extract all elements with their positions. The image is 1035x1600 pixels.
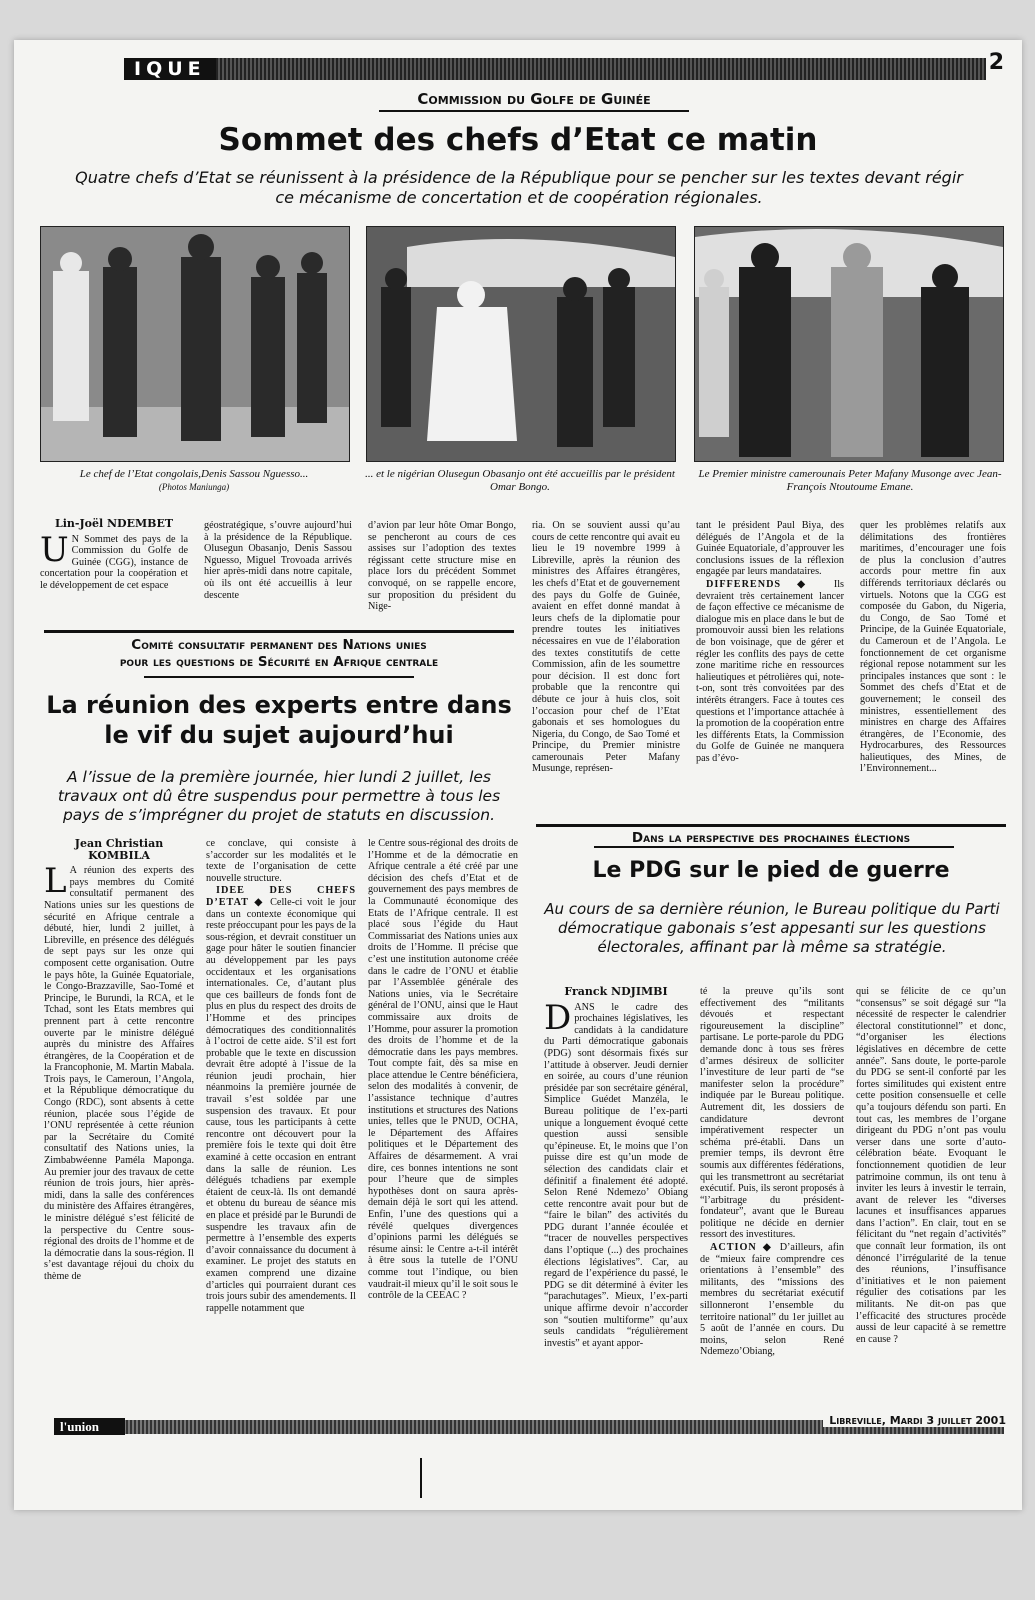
story2-col-2 [206,838,356,1408]
story1-headline: Sommet des chefs d’Etat ce matin [218,122,818,158]
caption-1 [34,468,354,494]
story3-byline: Franck NDJIMBI [564,986,668,998]
story3-deck: Au cours de sa dernière réunion, le Bureau politique du Parti démocratique gabonais s’est appesanti sur les questions électorales, affinant par là même sa stratégie. [544,900,1000,956]
story3-text-2: té la preuve qu’ils sont effectivement des “militants dévoués et respectant rigoureusement la discipline” partisane. Le porte-parole du PDG demande donc à tous ses frères d’armes désireux de solliciter l’investiture de leur parti de “se manifester selon la procédure” indiquée par le Bureau politique. Autrement dit, les dossiers de candidature devront impérativement respecter un schéma pré-établi. Dans un premier temps, ils devront être soumis aux différentes fédérations, qui les transmettront au secrétariat exécutif. Puis, ils seront proposés à “l’arbitrage du président-fondateur”, avant que le Bureau politique ne décide en dernier ressort des investitures. [700,986,844,1241]
page-number: 2 [988,50,1004,75]
dropcap-3: D [544,997,572,1038]
story1-col-1 [40,518,188,618]
dropcap-2: L [44,861,67,902]
story2-byline: Jean Christian KOMBILA [74,838,164,862]
fold-mark [420,1458,422,1498]
section-label: IQUE [124,58,216,80]
section-bar [124,58,986,80]
story2-kicker-1: Comité consultatif permanent des Nations unies [131,637,427,653]
newspaper-page [14,40,1022,1510]
story3-rule [594,846,954,848]
photo-obasanjo [366,226,676,462]
story3-col-2 [700,986,844,1408]
story1-text-5: tant le président Paul Biya, des délégués de l’Angola et de la Guinée Equatoriale, d’approuver les conclusions issues de la réflexion engagée par leurs mandataires. [696,520,844,578]
story2-kicker-box [44,630,514,671]
story2-rule [144,676,414,678]
story2-text-1: A réunion des experts des pays membres du Comité consultatif permanent des Nations unies sur les questions de sécurité en Afrique centrale a débuté, hier, lundi 2 juillet, à Libreville, en présence des délégués de sept pays sur les onze qui composent cette organisation. Outre le pays hôte, la Guinée Equatoriale, le Congo-Brazzaville, Sao-Tomé et Principe, le Burundi, la RCA, et le Tchad, sont les Etats membres qui prennent part à cette rencontre ouverte par le ministre délégué auprès du ministre des Affaires étrangères, de la Coopération et de la Francophonie, M. Martin Mabala. Trois pays, le Cameroun, l’Angola, et la République démocratique du Congo (RDC), sont absents à cette réunion, placée sous l’égide de l’ONU représentée à cette réunion par la Secrétaire du Comité consultatif des Nations unies, la Zimbabwéenne Paméla Maponga. Au premier jour des travaux de cette réunion de trois jours, hier après-midi, dans la salle des conférences du ministère des Affaires étrangères, le ministre délégué s’est félicité de la perspective du Centre sous-régional des droits de l’homme et de la démocratie dans la sous-région. Il s’est davantage réjoui du choix du thème de [44,865,194,1282]
photo-sassou-nguesso [40,226,350,462]
caption-2: ... et le nigérian Olusegun Obasanjo ont été accueillis par le président Omar Bongo. [365,468,675,493]
photo-mafany-musonge [694,226,1004,462]
dropcap: U [40,529,69,570]
story3-col-1 [544,986,688,1408]
story3-headline: Le PDG sur le pied de guerre [592,858,950,883]
footer-dateline: Libreville, Mardi 3 juillet 2001 [823,1414,1006,1427]
story1-byline: Lin-Joël NDEMBET [54,518,174,530]
subhead-idee: IDEE DES CHEFS D’ETAT ◆ [206,885,356,908]
story3-text-1: ANS le cadre des prochaines législatives, les candidats à la candidature du Parti démocratique gabonais (PDG) sont désormais fixés sur l’attitude à observer. Jeudi dernier en soirée, au cours d’une réunion présidée par son secrétaire général, Simplice Guédet Manzéla, le Bureau politique de l’ex-parti unique a longuement évoqué cette question aussi sensible qu’épineuse. Et, le moins que l’on puisse dire est qu’un mode de sélection des candidats clair et définitif a finalement été adopté. Selon René Ndemezo’ Obiang cette rencontre avait pour but de “faire le bilan” des activités du PDG durant l’année écoulée et “tracer de nouvelles perspectives dans l’optique (...) des prochaines élections législatives”. Car, au regard de l’expérience du passé, le PDG se dit déterminé à éviter les “parachutages”. Mieux, l’ex-parti unique affirme devoir n’accorder son “soutien multiforme” qu’aux seuls candidats “régulièrement investis” et ayant appor- [544,1001,688,1349]
story1-deck: Quatre chefs d’Etat se réunissent à la présidence de la République pour se pencher sur les textes devant régir ce mécanisme de concertation et de coopération régionales. [75,168,963,207]
story3-text-4: qui se félicite de ce qu’un “consensus” se soit dégagé sur “la nécessité de respecter le calendrier électoral constitutionnel” et donc, “d’organiser les élections législatives en décembre de cette année”. Sans doute, le porte-parole du PDG se sent-il conforté par les fortes similitudes qui existent entre cette position consensuelle et celle qu’a toujours défendu son parti. En tout cas, les membres de l’organe dirigeant du PDG n’ont pas voulu verser dans une sorte d’auto-célébration béate. Evoquant le fonctionnement quotidien de leur patrimoine commun, ils ont tenu à inviter les leurs à investir le terrain, avant de relever les “diverses lacunes et insuffisances apparues dans l’action”. En clair, tout en se félicitant du “net regain d’activités” que connaît leur formation, ils ont dénoncé l’irrégularité de la tenue des réunions, l’insuffisance d’initiatives et le non paiement régulier des cotisations par les militants. Ne dit-on pas que l’efficacité des structures procède aussi de leur capacité à se remettre en cause ? [856,986,1006,1345]
story1-text-1: N Sommet des pays de la Commission du Golfe de Guinée (CGG), instance de concertation pour la coopération et le développement de cet espace [40,533,188,591]
story2-kicker-2: pour les questions de Sécurité en Afrique centrale [119,654,439,670]
story1-col-4 [532,520,680,810]
subhead-action: ACTION ◆ [710,1242,775,1254]
story1-col-2 [204,520,352,624]
story1-col-6 [860,520,1006,810]
story1-text-4: ria. On se souvient aussi qu’au cours de cette rencontre qui avait eu lieu le 19 novembre 1999 à Libreville, après la réunion des ministres des Affaires étrangères, les chefs d’Etat et de gouvernement des pays du Golfe de Guinée, avaient en effet donné mandat à leurs chefs de la diplomatie pour prendre toutes les initiatives nécessaires en vue de l’élaboration des textes constitutifs de cette Commission, afin de les soumettre pour décision. Il est donc fort probable que la rencontre qui débute ce jour à huis clos, soit l’occasion pour chef de l’Etat gabonais et ses homologues du Nigeria, du Congo, de Sao Tomé et Principe, du Premier ministre camerounais Peter Mafany Musunge, représen- [532,520,680,775]
footer-brand: l'union [54,1418,125,1435]
photo-credit: (Photos Maniunga) [158,482,230,492]
story2-col-3 [368,838,518,1408]
story2-text-4: le Centre sous-régional des droits de l’Homme et de la démocratie en Afrique centrale a été créé par une décision des chefs d’Etat et de gouvernement des pays membres de la Communauté économique des Etats de l’Afrique centrale. Il est placé sous l’égide du Haut Commissariat des Nations unies aux droits de l’Homme. Il précise que c’est une institution autonome créée dans le cadre de l’ONU et établie par l’Assemblée générale des Nations unies, via le Secrétaire général de l’ONU, ainsi que le Haut commissaire aux droits de l’Homme, pour assurer la promotion des droits de l’homme et de la démocratie dans les pays membres. Tout compte fait, dès sa mise en place attendue le Centre bénéficiera, selon des modalités à convenir, de l’assistance technique d’autres institutions et structures des Nations unies, telles que le PNUD, OCHA, le Département des Affaires politiques et le Département des Affaires de désarmement. A vrai dire, ces bonnes intentions ne sont pour l’heure que de simples hypothèses dont on saura après-demain déjà le sort qui les attend. Enfin, l’une des questions qui a révélé quelques divergences d’opinions parmi les délégués se résume ainsi: le Centre a-t-il intérêt à être sous la tutelle de l’ONU comme tout l’indique, ou bien vaudrait-il mieux qu’il le soit sous le contrôle de la CEEAC ? [368,838,518,1302]
story1-col-3 [368,520,516,624]
story2-headline: La réunion des experts entre dans le vif du sujet aujourd’hui [46,691,512,749]
caption-3: Le Premier ministre camerounais Peter Mafany Musonge avec Jean-François Ntoutoume Emane. [698,468,1002,493]
story3-text-3: D’ailleurs, afin de “mieux faire comprendre ces orientations à l’ensemble” des militants, des “missions des membres du secrétariat exécutif sillonneront l’ensemble du territoire national” du 1er juillet au 5 août de l’année en cours. Du moins, selon René Ndemezo’Obiang, [700,1242,844,1358]
story2-deck: A l’issue de la première journée, hier lundi 2 juillet, les travaux ont dû être suspendus pour permettre à tous les pays de s’imprégner du projet de statuts en discussion. [57,768,501,824]
story1-col-5 [696,520,844,810]
story3-kicker-box [536,824,1006,846]
story1-kicker: Commission du Golfe de Guinée [379,90,689,112]
story2-text-3: Celle-ci voit le jour dans un contexte économique qui reste préoccupant pour les pays de la sous-région, et devrait constituer un gage pour hâter le soutien financier au développement par les pays occidentaux et les organisations internationales. Ce, d’autant plus que ces bailleurs de fonds font de plus en plus du respect des droits de l’Homme et des principes démocratiques des conditionnalités à l’octroi de cette aide. S’il est fort probable que le texte en discussion devrait être adopté à l’issue de la réunion jeudi prochain, hier néanmoins la première journée de travail s’est soldée par une suspension des travaux. Et pour cause, tous les participants à cette rencontre ont découvert pour la première fois le texte qui doit être examiné à cette occasion en entrant dans la salle de réunion. Les délégués tchadiens par exemple étaient de ceux-là. Ils ont demandé et obtenu du bureau de séance mis en place et présidé par le Burundi de suspendre les travaux afin de permettre à l’ensemble des experts d’avoir connaissance du document à examiner. Le projet des statuts en examen comprend une dizaine d’articles qui pourraient durant ces trois jours subir des amendements. Il rappelle notamment que [206,896,356,1314]
story1-text-7: quer les problèmes relatifs aux délimitations des frontières maritimes, d’encourager une fois de plus la conclusion d’autres accords pour mettre fin aux différends territoriaux déclarés ou virtuels. Notons que la CGG est composée du Gabon, du Nigeria, du Congo, de Sao Tomé et Principe, de la Guinée Equatoriale, du Cameroun et de l’Angola. Le fonctionnement de cet organisme régional repose notamment sur les principales instances que sont : le Sommet des chefs d’Etat et de gouvernement; le conseil des ministres, essentiellement des ministres en charge des Affaires étrangères, de l’Economie, des Hydrocarbures, des Ressources halieutiques, des Mines, de l’Environnement... [860,520,1006,775]
story3-kicker: Dans la perspective des prochaines élections [631,830,911,846]
story1-text-6: Ils devraient très certainement lancer de façon effective ce mécanisme de dialogue mis en place dans le but de promouvoir aussi bien les relations de bon voisinage, que de gérer et régler les conflits des pays de cette zone maritime riche en ressources halieutiques et pétrolières qui, note-t-on, sont très convoitées par des intérêts étrangers. Face à toutes ces questions et l’importance attachée à la promotion de la coopération entre les différents Etats, la Commission du Golfe de Guinée ne manquera pas d’évo- [696,578,844,764]
story1-text-2: géostratégique, s’ouvre aujourd’hui à la présidence de la République. Olusegun Obasanjo, Denis Sassou Nguesso, Miguel Trovoada arrivés hier après-midi dans notre capitale, où ils ont été accueillis à leur descente [204,520,352,601]
story2-text-2: ce conclave, qui consiste à s’accorder sur les modalités et le texte de l’organisation de cette nouvelle structure. [206,838,356,884]
caption-1-text: Le chef de l’Etat congolais,Denis Sassou Nguesso... [79,468,309,480]
subhead-differends: DIFFERENDS ◆ [706,578,819,590]
story2-col-1 [44,838,194,1408]
story1-text-3: d’avion par leur hôte Omar Bongo, se pencheront au cours de ces assises sur l’adoption des textes régissant cette structure mise en place lors du précédent Sommet convoqué, on se rappelle encore, sur proposition du président du Nige- [368,520,516,613]
story3-col-3 [856,986,1006,1408]
